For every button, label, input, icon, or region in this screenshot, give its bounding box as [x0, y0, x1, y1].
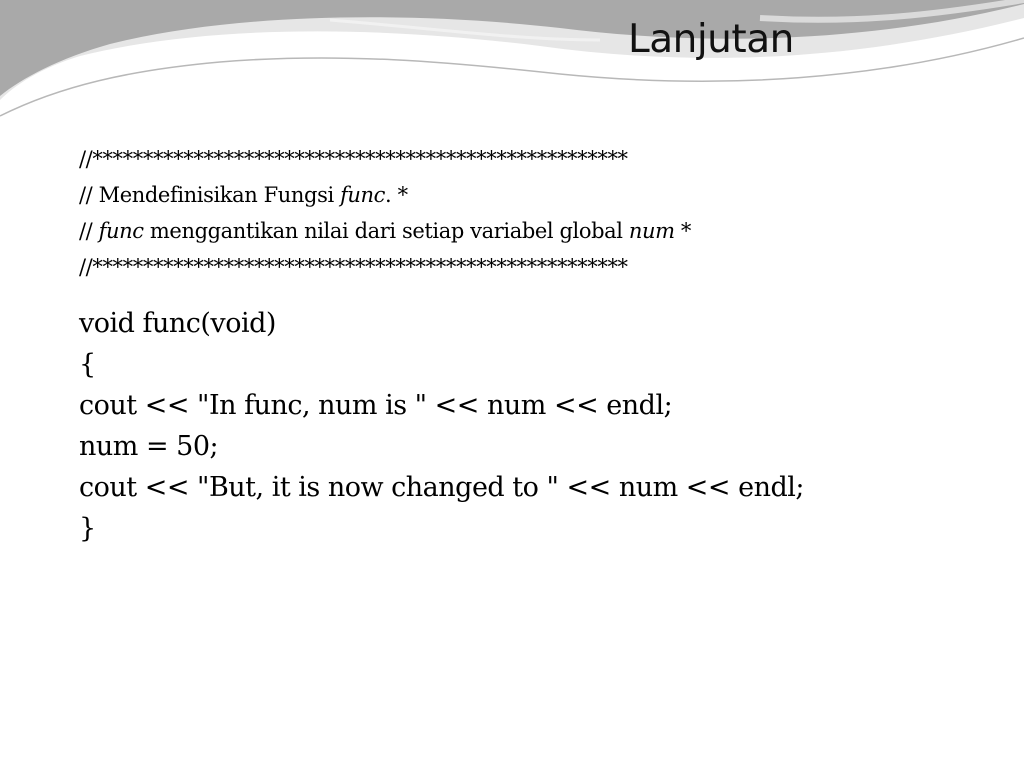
comment-var-name: num [628, 219, 675, 243]
slide-title: Lanjutan [628, 17, 794, 62]
code-line: num = 50; [79, 431, 219, 462]
slide-content [79, 141, 984, 549]
code-block [79, 303, 984, 549]
code-line: cout << "In func, num is " << num << endl; [79, 390, 673, 421]
comment-border-bottom: //***************************************************** [79, 255, 628, 279]
code-line: void func(void) [79, 308, 276, 339]
code-line: } [79, 513, 96, 544]
comment-func-name: func [340, 183, 386, 207]
comment-text: // Mendefinisikan Fungsi [79, 183, 341, 207]
code-line: cout << "But, it is now changed to " << num << endl; [79, 472, 804, 503]
comment-text: . * [385, 183, 408, 207]
comment-line-2 [79, 213, 984, 249]
comment-text: menggantikan nilai dari setiap variabel global [143, 219, 629, 243]
comment-text: // [79, 219, 99, 243]
code-line: { [79, 349, 96, 380]
header-swoosh-decoration [0, 0, 1024, 130]
comment-line-1 [79, 177, 984, 213]
comment-border-top: //***************************************************** [79, 147, 628, 171]
comment-func-name: func [98, 219, 144, 243]
comment-text: * [674, 219, 691, 243]
